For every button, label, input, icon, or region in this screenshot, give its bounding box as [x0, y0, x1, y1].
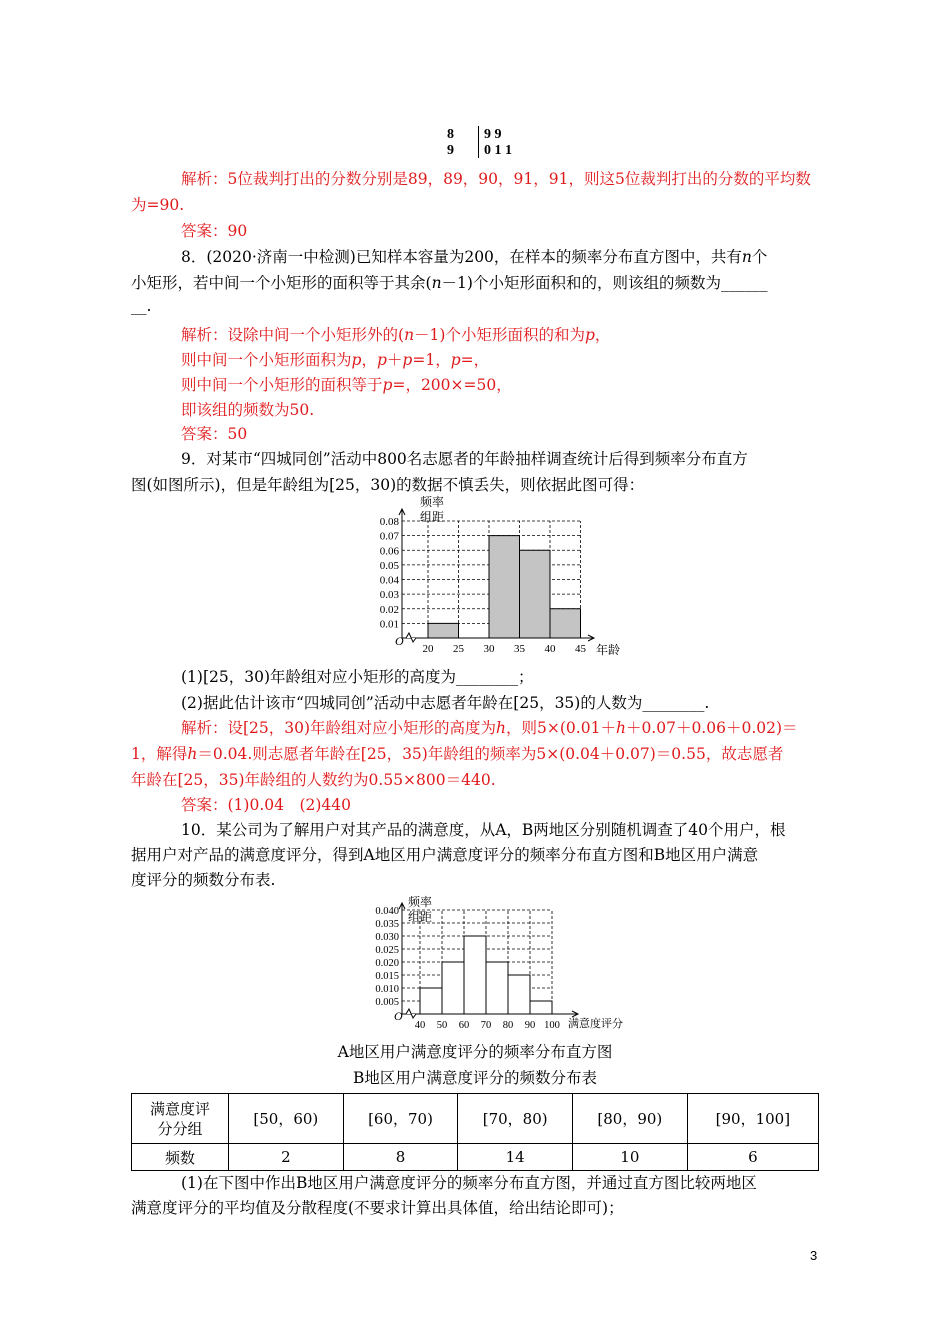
stem-1: 8	[447, 127, 454, 142]
chart2-ylabel-bottom: 组距	[408, 910, 433, 924]
q9-solution-2: 1，解得h＝0.04.则志愿者年龄在[25，35)年龄组的频率为5×(0.04＋0.07)＝0.55，故志愿者	[131, 745, 784, 763]
y-tick-label: 0.025	[375, 945, 399, 956]
q9-line2: 图(如图所示)，但是年龄组为[25，30)的数据不慎丢失，则依据此图可得：	[131, 476, 645, 494]
y-tick-label: 0.05	[379, 559, 399, 572]
q8-solution-1: 解析：设除中间一个小矩形外的(n－1)个小矩形面积的和为p，	[181, 326, 611, 344]
bar	[420, 988, 442, 1014]
x-tick-label: 60	[458, 1020, 470, 1031]
x-tick-label: 100	[544, 1020, 560, 1031]
x-tick-label: 30	[483, 643, 495, 655]
table-cell: [80，90)	[573, 1094, 688, 1144]
bar	[530, 1001, 552, 1014]
leaves-2: 0 1 1	[484, 143, 512, 158]
q7-analysis-line2: 为=90.	[131, 196, 185, 214]
x-tick-label: 80	[502, 1020, 514, 1031]
bar	[464, 936, 486, 1014]
table-cell: 8	[343, 1144, 458, 1171]
q9-sub2: (2)据此估计该市“四城同创”活动中志愿者年龄在[25，35)的人数为________.	[181, 694, 710, 712]
x-tick-label: 20	[422, 643, 434, 655]
y-tick-label: 0.06	[379, 545, 399, 558]
q10-sub1-line2: 满意度评分的平均值及分散程度(不要求计算出具体值，给出结论即可)；	[131, 1199, 624, 1217]
table-cell: [90，100]	[687, 1094, 818, 1144]
age-histogram	[360, 493, 630, 659]
bar	[520, 550, 551, 638]
chart1-xlabel: 年龄	[596, 643, 621, 657]
table-cell: 14	[458, 1144, 573, 1171]
chart1-ylabel-bottom: 组距	[420, 510, 445, 524]
y-tick-label: 0.015	[375, 971, 399, 982]
y-tick-label: 0.07	[379, 530, 399, 543]
q10-sub1-line1: (1)在下图中作出B地区用户满意度评分的频率分布直方图，并通过直方图比较两地区	[181, 1174, 757, 1192]
table-header-label: 满意度评 分分组	[132, 1094, 229, 1144]
y-tick-label: 0.03	[379, 589, 399, 602]
q9-line1: 9．对某市“四城同创”活动中800名志愿者的年龄抽样调查统计后得到频率分布直方	[181, 450, 748, 468]
table-cell: 10	[573, 1144, 688, 1171]
bar	[550, 609, 581, 638]
y-tick-label: 0.08	[379, 516, 399, 528]
chart2-caption: A地区用户满意度评分的频率分布直方图	[337, 1043, 613, 1061]
table-caption: B地区用户满意度评分的频数分布表	[353, 1069, 597, 1087]
q10-line1: 10．某公司为了解用户对其产品的满意度，从A，B两地区分别随机调查了40个用户，根	[181, 821, 786, 839]
y-tick-label: 0.02	[379, 603, 399, 616]
q8-line1: 8．(2020·济南一中检测)已知样本容量为200，在样本的频率分布直方图中，共有n个	[181, 248, 768, 266]
q8-answer: 答案：50	[181, 425, 248, 443]
x-tick-label: 45	[575, 643, 586, 655]
y-tick-label: 0.04	[379, 574, 399, 587]
table-cell: 6	[687, 1144, 818, 1171]
table-row	[132, 1094, 819, 1144]
chart2-ylabel-top: 频率	[408, 895, 433, 909]
stem-2: 9	[447, 143, 454, 158]
table-cell: [60，70)	[343, 1094, 458, 1144]
q7-answer: 答案：90	[181, 222, 248, 240]
bar	[486, 962, 508, 1014]
region-b-frequency-table	[131, 1093, 819, 1171]
y-tick-label: 0.020	[375, 958, 399, 969]
q8-line3: __.	[131, 297, 152, 315]
table-cell: 2	[229, 1144, 344, 1171]
chart1-origin: O	[395, 634, 404, 648]
x-tick-label: 25	[453, 643, 464, 655]
stem-divider	[478, 126, 479, 158]
table-cell: [50，60)	[229, 1094, 344, 1144]
table-cell: [70，80)	[458, 1094, 573, 1144]
chart2-xlabel: 满意度评分	[568, 1018, 623, 1030]
q8-line2: 小矩形，若中间一个小矩形的面积等于其余(n－1)个小矩形面积和的，则该组的频数为______	[131, 274, 768, 292]
x-tick-label: 40	[544, 643, 556, 655]
q10-line2: 据用户对产品的满意度评分，得到A地区用户满意度评分的频率分布直方图和B地区用户满意	[131, 846, 759, 864]
region-a-histogram	[360, 893, 650, 1035]
y-tick-label: 0.010	[375, 984, 399, 995]
bar	[508, 975, 530, 1014]
page-number: 3	[810, 1248, 818, 1263]
y-tick-label: 0.040	[375, 906, 399, 917]
q8-solution-2: 则中间一个小矩形面积为p，p＋p=1，p=，	[181, 351, 490, 369]
q9-solution-1: 解析：设[25，30)年龄组对应小矩形的高度为h，则5×(0.01＋h＋0.07＋0.06＋0.02)＝	[181, 719, 798, 737]
q9-answer: 答案：(1)0.04 (2)440	[181, 796, 352, 814]
x-tick-label: 70	[480, 1020, 492, 1031]
chart1-ylabel-top: 频率	[420, 495, 445, 509]
q10-line3: 度评分的频数分布表.	[131, 871, 276, 889]
bar	[489, 536, 520, 638]
table-row	[132, 1144, 819, 1171]
chart2-origin: O	[394, 1009, 403, 1023]
table-row-label: 频数	[132, 1144, 229, 1171]
y-tick-label: 0.01	[379, 618, 399, 631]
x-tick-label: 90	[524, 1020, 536, 1031]
q9-sub1: (1)[25，30)年龄组对应小矩形的高度为________；	[181, 668, 534, 686]
q8-solution-3: 则中间一个小矩形的面积等于p=，200×=50，	[181, 376, 512, 394]
y-tick-label: 0.030	[375, 932, 399, 943]
q9-solution-3: 年龄在[25，35)年龄组的人数约为0.55×800＝440.	[131, 771, 496, 789]
x-tick-label: 35	[514, 643, 525, 655]
bar	[428, 623, 459, 638]
q8-solution-4: 即该组的频数为50.	[181, 401, 315, 419]
x-tick-label: 50	[436, 1020, 448, 1031]
y-tick-label: 0.035	[375, 919, 399, 930]
q7-analysis-line1: 解析：5位裁判打出的分数分别是89，89，90，91，91，则这5位裁判打出的分数的平均数	[181, 170, 811, 188]
y-tick-label: 0.005	[375, 997, 399, 1008]
bar	[442, 962, 464, 1014]
leaves-1: 9 9	[484, 127, 502, 142]
x-tick-label: 40	[414, 1020, 426, 1031]
